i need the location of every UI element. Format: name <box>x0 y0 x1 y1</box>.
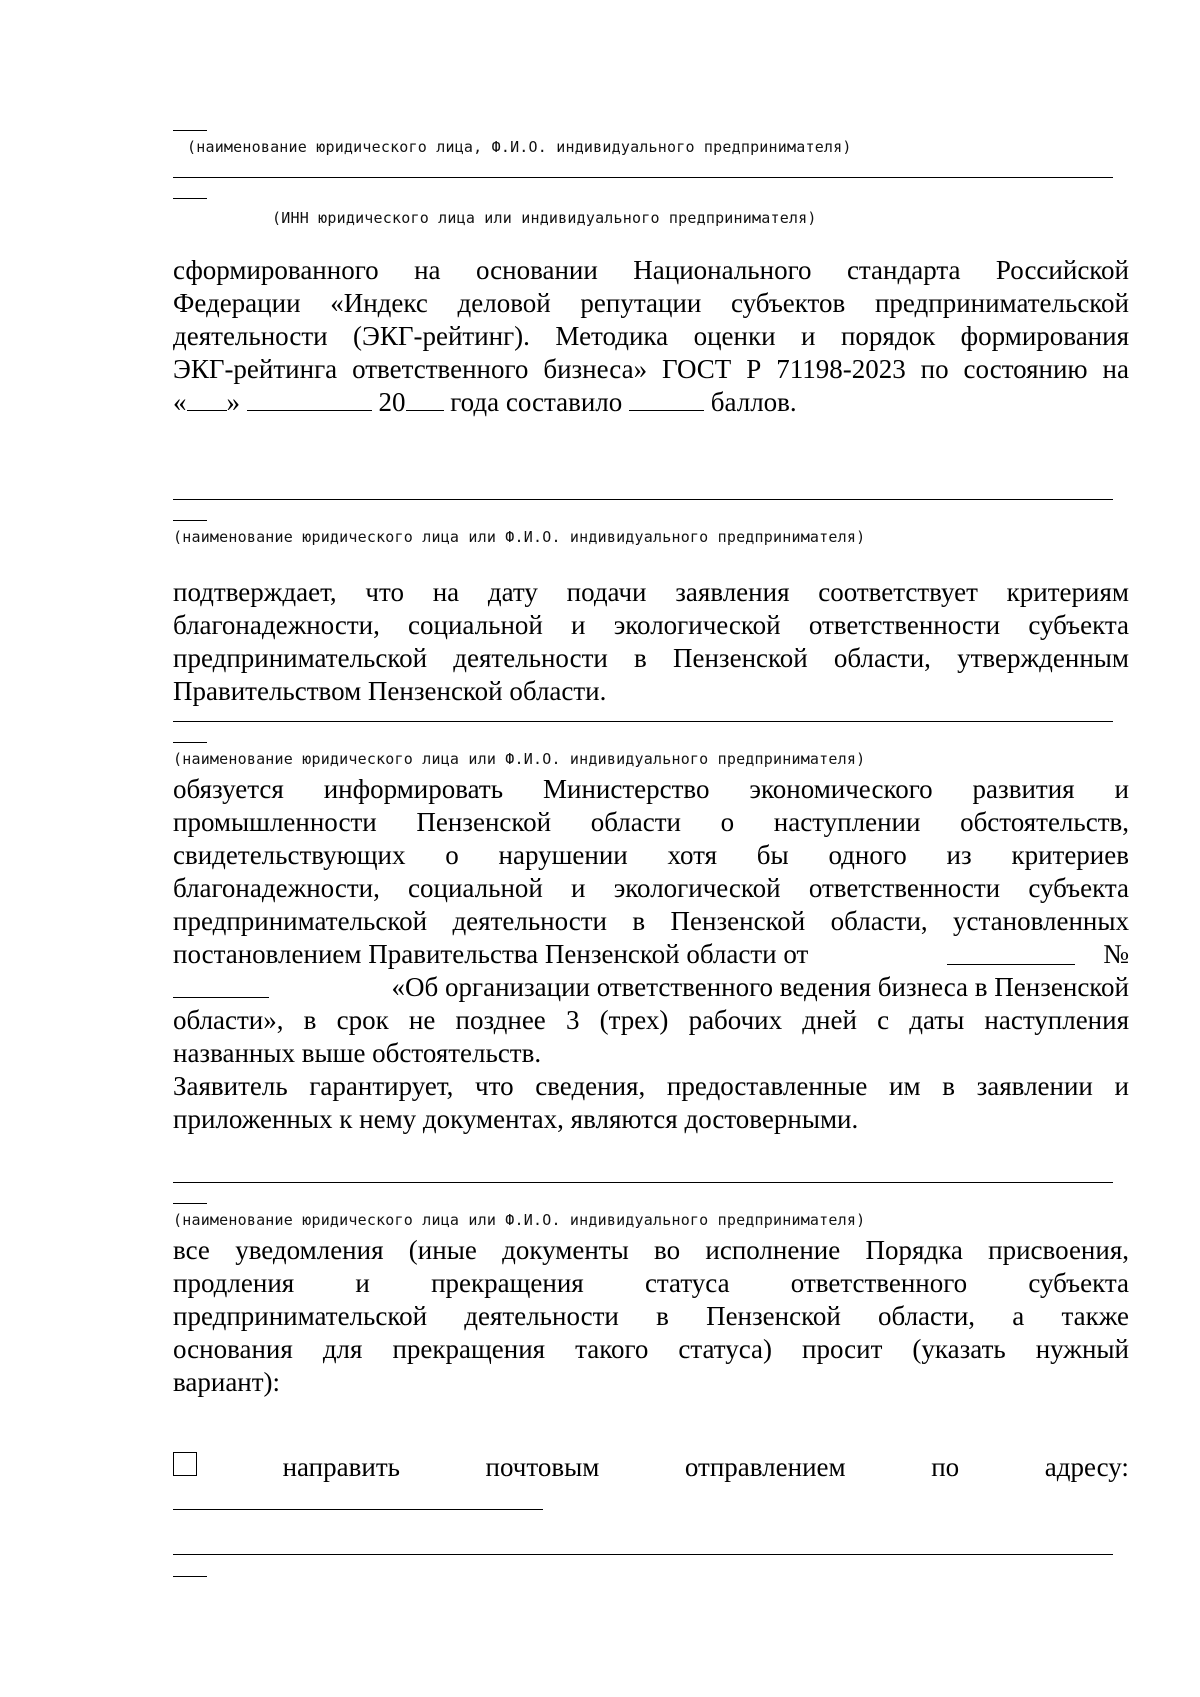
text-line: сформированного на основании Национального стандарта Российской <box>173 255 1129 285</box>
fill-line-stub <box>173 1576 207 1577</box>
fill-line-entity-name[interactable] <box>173 499 1113 500</box>
resolution-date-line <box>173 938 1129 971</box>
postal-checkbox[interactable] <box>173 1452 197 1476</box>
year-field[interactable] <box>406 388 444 411</box>
caption-entity-name: (наименование юридического лица, Ф.И.О. индивидуального предпринимателя) <box>187 138 852 156</box>
text-line: деятельности (ЭКГ-рейтинг). Методика оценки и порядок формирования <box>173 321 1129 351</box>
resolution-number-line <box>173 971 1129 1004</box>
resolution-text: постановлением Правительства Пензенской области от <box>173 939 809 969</box>
month-field[interactable] <box>247 388 372 411</box>
option-postal <box>173 1451 1129 1484</box>
text-line: основания для прекращения такого статуса) просит (указать нужный <box>173 1334 1129 1364</box>
paragraph-obligation <box>173 773 1129 1136</box>
text-line: подтверждает, что на дату подачи заявления соответствует критериям <box>173 577 1129 607</box>
open-quote: « <box>173 387 187 417</box>
text-line: предпринимательской деятельности в Пензенской области, а также <box>173 1301 1129 1331</box>
text-line: Правительством Пензенской области. <box>173 676 607 706</box>
number-sign: № <box>1103 939 1129 969</box>
text-line: все уведомления (иные документы во исполнение Порядка присвоения, <box>173 1235 1129 1265</box>
text-line: обязуется информировать Министерство экономического развития и <box>173 774 1129 804</box>
fill-line-entity-name[interactable] <box>173 1182 1113 1183</box>
text-line: предпринимательской деятельности в Пензенской области, утвержденным <box>173 643 1129 673</box>
text-line: области», в срок не позднее 3 (трех) рабочих дней с даты наступления <box>173 1005 1129 1035</box>
year-prefix: 20 <box>378 387 406 417</box>
caption-inn: (ИНН юридического лица или индивидуального предпринимателя) <box>272 209 817 227</box>
day-field[interactable] <box>187 388 227 411</box>
text-line: промышленности Пензенской области о наступлении обстоятельств, <box>173 807 1129 837</box>
text-line: приложенных к нему документах, являются достоверными. <box>173 1104 859 1134</box>
option-word: отправлением <box>684 1452 846 1482</box>
fill-line-stub <box>173 742 207 743</box>
caption-entity-name: (наименование юридического лица или Ф.И.О. индивидуального предпринимателя) <box>173 750 866 768</box>
fill-line-stub <box>173 520 207 521</box>
text-line: вариант): <box>173 1367 281 1397</box>
close-quote: » <box>226 387 240 417</box>
resolution-number-field[interactable] <box>173 971 269 998</box>
option-word: почтовым <box>485 1452 600 1482</box>
fill-line-stub <box>173 198 207 199</box>
text-line: Заявитель гарантирует, что сведения, предоставленные им в заявлении и <box>173 1071 1129 1101</box>
fill-line-address[interactable] <box>173 1554 1113 1555</box>
fill-line-entity-name[interactable] <box>173 721 1113 722</box>
rating-mid-text: года составило <box>450 387 623 417</box>
score-field[interactable] <box>629 388 704 411</box>
fill-line-inn[interactable] <box>173 177 1113 178</box>
caption-entity-name: (наименование юридического лица или Ф.И.О. индивидуального предпринимателя) <box>173 528 866 546</box>
text-line: ЭКГ-рейтинга ответственного бизнеса» ГОСТ Р 71198-2023 по состоянию на <box>173 354 1129 384</box>
rating-end-text: баллов. <box>710 387 797 417</box>
text-line: благонадежности, социальной и экологической ответственности субъекта <box>173 610 1129 640</box>
paragraph-rating <box>173 254 1129 419</box>
resolution-title: «Об организации ответственного ведения бизнеса в Пензенской <box>391 972 1129 1002</box>
text-line: названных выше обстоятельств. <box>173 1038 542 1068</box>
text-line: благонадежности, социальной и экологической ответственности субъекта <box>173 873 1129 903</box>
paragraph-notifications <box>173 1234 1129 1399</box>
text-line: предпринимательской деятельности в Пензенской области, установленных <box>173 906 1129 936</box>
option-word: направить <box>282 1452 400 1482</box>
fill-line-stub <box>173 130 207 131</box>
text-line: свидетельствующих о нарушении хотя бы одного из критериев <box>173 840 1129 870</box>
resolution-date-field[interactable] <box>947 938 1075 965</box>
caption-entity-name: (наименование юридического лица или Ф.И.О. индивидуального предпринимателя) <box>173 1211 866 1229</box>
rating-date-line <box>173 386 1129 419</box>
option-word: адресу: <box>1044 1452 1129 1482</box>
text-line: продления и прекращения статуса ответственного субъекта <box>173 1268 1129 1298</box>
text-line: Федерации «Индекс деловой репутации субъектов предпринимательской <box>173 288 1129 318</box>
postal-address-field[interactable] <box>173 1509 543 1510</box>
option-word: по <box>931 1452 960 1482</box>
fill-line-stub <box>173 1203 207 1204</box>
paragraph-confirmation <box>173 576 1129 708</box>
